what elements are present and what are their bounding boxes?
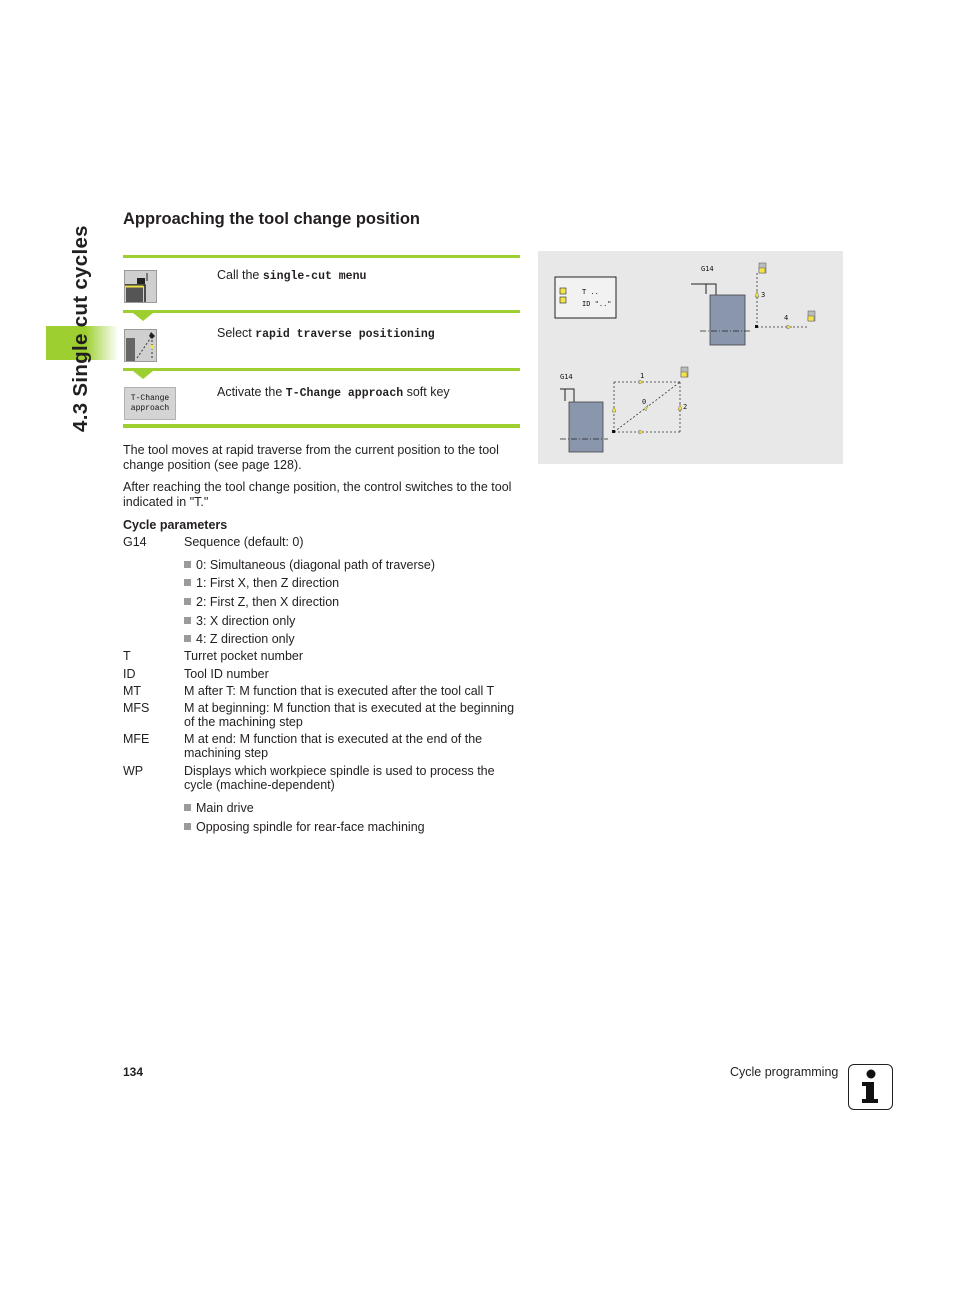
- footer-chapter: Cycle programming: [730, 1065, 839, 1079]
- step-2-pre: Select: [217, 326, 256, 340]
- g14-option-2-text: 2: First Z, then X direction: [196, 595, 340, 609]
- step-rule-2: [123, 368, 520, 371]
- step-arrow-icon: [133, 371, 153, 379]
- g14-option-4-text: 4: Z direction only: [196, 632, 295, 646]
- bullet-square-icon: [184, 617, 191, 624]
- t-change-approach-softkey[interactable]: [124, 387, 176, 420]
- param-name-t: T: [123, 649, 131, 663]
- g14-option-0: [184, 558, 435, 572]
- param-name-mt: MT: [123, 684, 142, 698]
- section-heading: Approaching the tool change position: [123, 210, 420, 228]
- g14-option-1: [184, 576, 339, 590]
- param-desc-wp: Displays which workpiece spindle is used to process the cycle (machine-dependent): [184, 764, 495, 792]
- param-desc-mfs: M at beginning: M function that is executed at the beginning of the machining step: [184, 701, 515, 729]
- page-number: 134: [123, 1065, 144, 1079]
- param-name-wp: WP: [123, 764, 144, 778]
- step-1-text: [217, 268, 366, 283]
- single-cut-menu-icon: [124, 270, 157, 303]
- g14-option-1-text: 1: First X, then Z direction: [196, 576, 340, 590]
- info-icon: [848, 1064, 893, 1110]
- description-paragraph-2: After reaching the tool change position, the control switches to the tool indicated in "T.": [123, 480, 512, 509]
- step-rule-bottom: [123, 424, 520, 428]
- step-1-pre: Call the: [217, 268, 263, 282]
- g14-option-3-text: 3: X direction only: [196, 614, 296, 628]
- diagram-box-line-2: ID "..": [582, 300, 612, 308]
- param-desc-mfe: M at end: M function that is executed at the end of the machining step: [184, 732, 483, 760]
- param-name-mfs: MFS: [123, 701, 150, 715]
- workpiece-upper: [710, 295, 745, 345]
- step-rule-top: [123, 255, 520, 258]
- param-name-mfe: MFE: [123, 732, 150, 746]
- diagram-label-4: 4: [784, 314, 789, 322]
- param-desc-g14: Sequence (default: 0): [184, 535, 304, 549]
- step-3-post: soft key: [403, 385, 450, 399]
- param-desc-id: Tool ID number: [184, 667, 269, 681]
- bullet-square-icon: [184, 635, 191, 642]
- wp-option-0-text: Main drive: [196, 801, 254, 815]
- param-name-id: ID: [123, 667, 136, 681]
- bullet-square-icon: [184, 598, 191, 605]
- diagram-label-g14-bottom: G14: [560, 373, 573, 381]
- diagram-label-3: 3: [761, 291, 766, 299]
- diagram-box-line-1: T ..: [582, 288, 599, 296]
- step-2-text: [217, 326, 435, 341]
- g14-option-0-text: 0: Simultaneous (diagonal path of traverse): [196, 558, 436, 572]
- step-3-code: T-Change approach: [285, 387, 404, 400]
- wp-option-0: [184, 801, 254, 815]
- softkey-line-1: T-Change: [130, 394, 170, 403]
- g14-option-2: [184, 595, 339, 609]
- bullet-square-icon: [184, 579, 191, 586]
- diagram-label-2: 2: [683, 403, 688, 411]
- step-3-pre: Activate the: [217, 385, 286, 399]
- diagram-label-g14-top: G14: [701, 265, 714, 273]
- bullet-square-icon: [184, 823, 191, 830]
- step-rule-1: [123, 310, 520, 313]
- step-arrow-icon: [133, 313, 153, 321]
- param-desc-t: Turret pocket number: [184, 649, 304, 663]
- description-paragraph-1: The tool moves at rapid traverse from the current position to the tool change position (see page 128).: [123, 443, 499, 472]
- diagram-label-1: 1: [640, 372, 645, 380]
- tool-change-diagram: [538, 251, 843, 464]
- rapid-traverse-icon: [124, 329, 157, 362]
- step-2-code: rapid traverse positioning: [255, 328, 435, 341]
- diagram-label-0: 0: [642, 398, 647, 406]
- side-tab-title: 4.3 Single cut cycles: [69, 225, 92, 432]
- step-1-code: single-cut menu: [262, 270, 367, 283]
- tool-icon: [560, 297, 566, 303]
- step-3-text: [217, 385, 450, 400]
- g14-option-3: [184, 614, 295, 628]
- param-desc-mt: M after T: M function that is executed after the tool call T: [184, 684, 495, 698]
- workpiece-lower: [569, 402, 603, 452]
- wp-option-1: [184, 820, 425, 834]
- wp-option-1-text: Opposing spindle for rear-face machining: [196, 820, 425, 834]
- bullet-square-icon: [184, 561, 191, 568]
- softkey-line-2: approach: [130, 404, 170, 413]
- cycle-parameters-heading: Cycle parameters: [123, 518, 228, 532]
- bullet-square-icon: [184, 804, 191, 811]
- param-name-g14: G14: [123, 535, 147, 549]
- tool-icon: [560, 288, 566, 294]
- g14-option-4: [184, 632, 295, 646]
